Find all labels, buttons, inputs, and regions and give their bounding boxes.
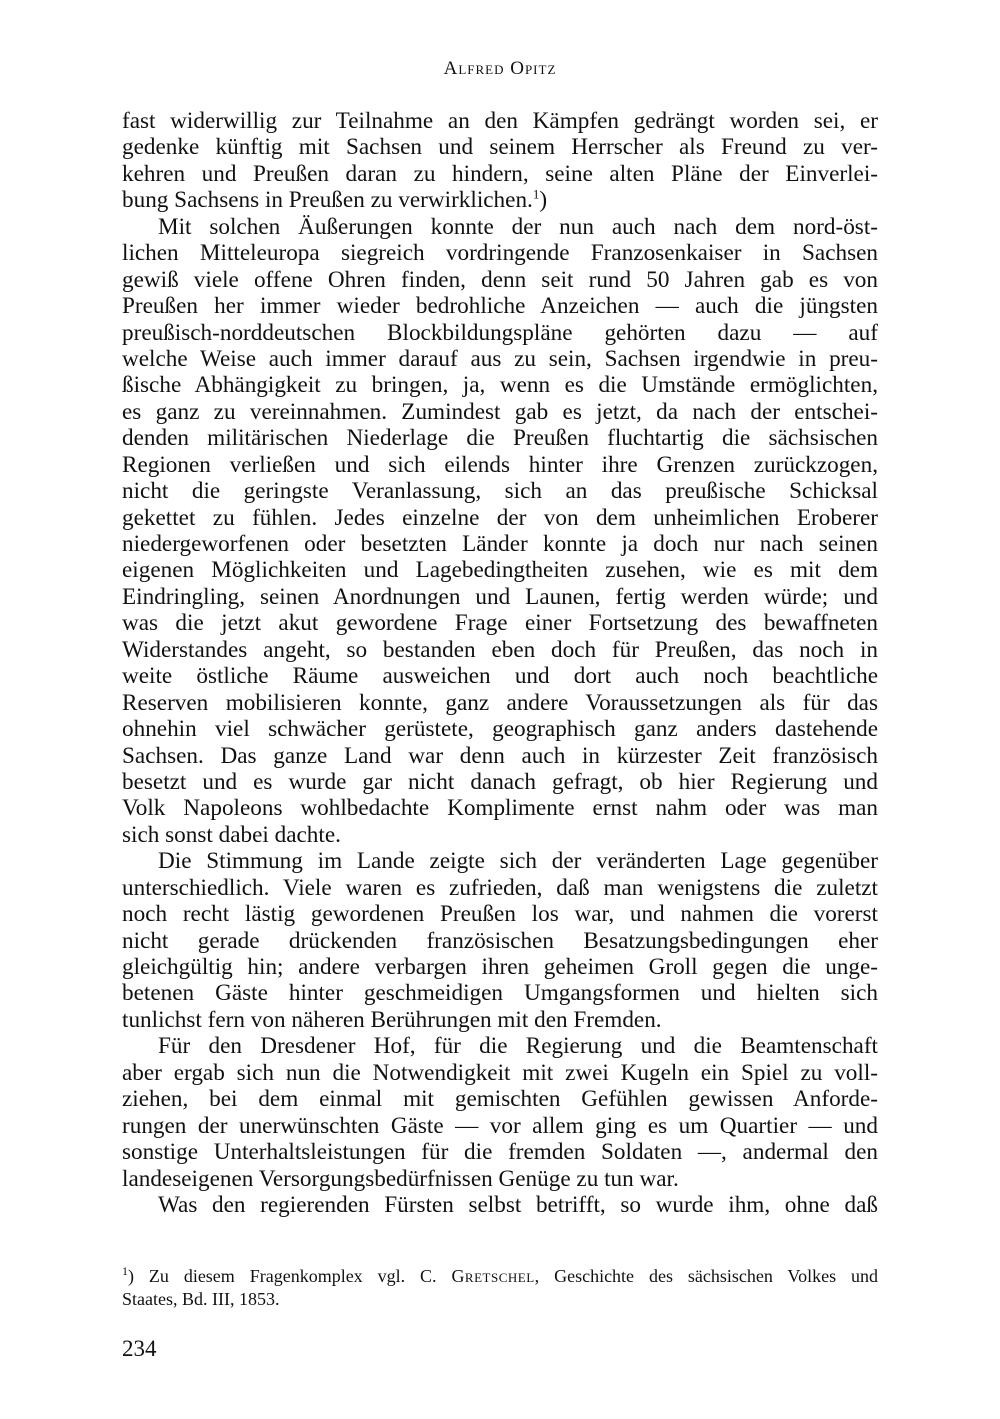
footnote-marker: 1 (122, 1265, 128, 1278)
text-line: eigenen Möglichkeiten und Lagebedingtheiten zusehen, wie es mit dem (122, 557, 878, 584)
text-line-with-footnote-ref (122, 187, 878, 213)
text-line: niedergeworfenen oder besetzten Länder konnte ja doch nur nach seinen (122, 531, 878, 557)
paragraph-start: Was den regierenden Fürsten selbst betrifft, so wurde ihm, ohne daß (158, 1191, 878, 1218)
body-text (122, 108, 878, 1218)
text-line: aber ergab sich nun die Notwendigkeit mit zwei Kugeln ein Spiel zu voll- (122, 1059, 878, 1086)
text-line: Regionen verließen und sich eilends hinter ihre Grenzen zurückzogen, (122, 451, 878, 478)
footnote-author: Gretschel (451, 1266, 535, 1286)
text-line: Eindringling, seinen Anordnungen und Launen, fertig werden würde; und (122, 583, 878, 610)
text-line: sonstige Unterhaltsleistungen für die fremden Soldaten —, andermal den (122, 1139, 878, 1166)
text-line: preußisch-norddeutschen Blockbildungspläne gehörten dazu — auf (122, 319, 878, 346)
page-number: 234 (122, 1336, 157, 1361)
text-line: landeseigenen Versorgungsbedürfnissen Genüge zu tun war. (122, 1165, 679, 1192)
text-line: kehren und Preußen daran zu hindern, seine alten Pläne der Einverlei- (122, 160, 878, 187)
running-head: Alfred Opitz (443, 58, 557, 79)
text-line: weite östliche Räume ausweichen und dort auch noch beachtliche (122, 663, 878, 690)
text-line: Reserven mobilisieren konnte, ganz andere Voraussetzungen als für das (122, 689, 878, 716)
text-line: es ganz zu vereinnahmen. Zumindest gab es jetzt, da nach der entschei- (122, 398, 878, 425)
footnote-text: , Geschichte des sächsischen Volkes und (534, 1266, 878, 1286)
text-line: rungen der unerwünschten Gäste — vor allem ging es um Quartier — und (122, 1112, 878, 1139)
text-line: unterschiedlich. Viele waren es zufrieden, daß man wenigstens die zuletzt (122, 874, 878, 901)
text-line: tunlichst fern von näheren Berührungen mit den Fremden. (122, 1006, 662, 1033)
text-line: besetzt und es wurde gar nicht danach gefragt, ob hier Regierung und (122, 768, 878, 795)
text-line: nicht gerade drückenden französischen Besatzungsbedingungen eher (122, 927, 878, 954)
text-line: fast widerwillig zur Teilnahme an den Kämpfen gedrängt worden sei, er (122, 108, 878, 134)
text-line: gewiß viele offene Ohren finden, denn seit rund 50 Jahren gab es von (122, 266, 878, 293)
text-line: betenen Gäste hinter geschmeidigen Umgangsformen und hielten sich (122, 980, 878, 1007)
text-line: noch recht lästig gewordenen Preußen los war, und nahmen die vorerst (122, 901, 878, 928)
text-line: Sachsen. Das ganze Land war denn auch in kürzester Zeit französisch (122, 742, 878, 769)
footnote-ref-close: ) (539, 187, 548, 214)
text-line: Widerstandes angeht, so bestanden eben doch für Preußen, das noch in (122, 636, 878, 663)
text-line: ohnehin viel schwächer gerüstete, geographisch ganz anders dastehende (122, 716, 878, 743)
footnote-text: Zu diesem Fragenkomplex vgl. C. (134, 1266, 452, 1286)
text-line: Preußen her immer wieder bedrohliche Anzeichen — auch die jüngsten (122, 293, 878, 320)
text-line: lichen Mitteleuropa siegreich vordringende Franzosenkaiser in Sachsen (122, 240, 878, 267)
footnote-ref[interactable]: 1 (532, 187, 540, 202)
text-line-content: bung Sachsens in Preußen zu verwirklichen. (122, 187, 533, 214)
footnote-line: Staates, Bd. III, 1853. (122, 1289, 280, 1309)
text-line: Volk Napoleons wohlbedachte Komplimente ernst nahm oder was man (122, 795, 878, 822)
text-line: ßische Abhängigkeit zu bringen, ja, wenn es die Umstände ermöglichten, (122, 372, 878, 399)
text-line: gedenke künftig mit Sachsen und seinem Herrscher als Freund zu ver- (122, 134, 878, 161)
footnote-line (122, 1265, 878, 1288)
footnote-marker-close: ) (128, 1266, 134, 1286)
text-line: gekettet zu fühlen. Jedes einzelne der von dem unheimlichen Eroberer (122, 504, 878, 531)
footnote (122, 1265, 878, 1311)
text-line: was die jetzt akut gewordene Frage einer Fortsetzung des bewaffneten (122, 610, 878, 637)
paragraph-start: Die Stimmung im Lande zeigte sich der veränderten Lage gegenüber (158, 848, 878, 875)
text-line: ziehen, bei dem einmal mit gemischten Gefühlen gewissen Anforde- (122, 1086, 878, 1113)
paragraph-start: Mit solchen Äußerungen konnte der nun auch nach dem nord-öst- (158, 213, 878, 240)
text-line: welche Weise auch immer darauf aus zu sein, Sachsen irgendwie in preu- (122, 345, 878, 372)
paragraph-start: Für den Dresdener Hof, für die Regierung und die Beamtenschaft (158, 1033, 878, 1060)
text-line: sich sonst dabei dachte. (122, 821, 341, 848)
text-line: denden militärischen Niederlage die Preußen fluchtartig die sächsischen (122, 425, 878, 452)
text-line: gleichgültig hin; andere verbargen ihren geheimen Groll gegen die unge- (122, 954, 878, 980)
text-line: nicht die geringste Veranlassung, sich an das preußische Schicksal (122, 478, 878, 505)
